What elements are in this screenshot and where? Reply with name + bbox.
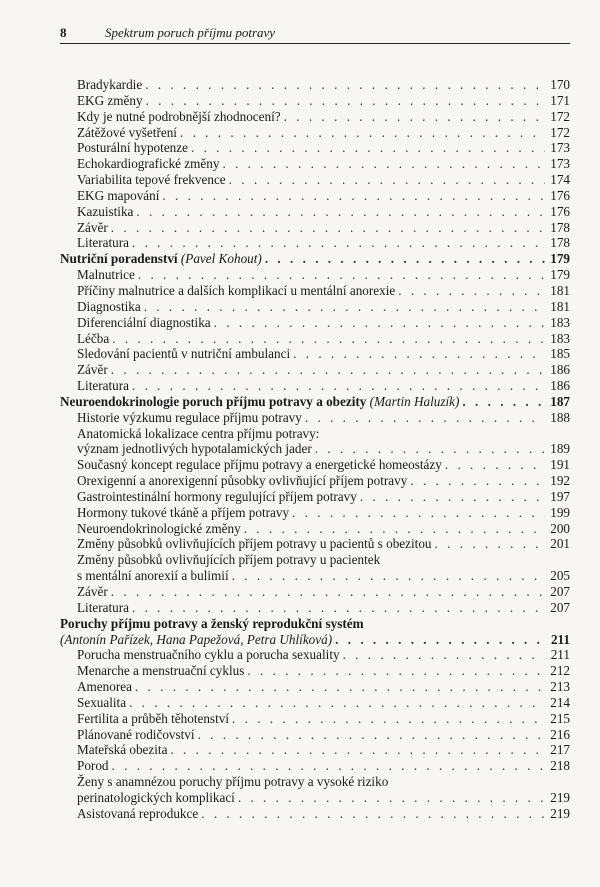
- dot-leader: [292, 505, 545, 521]
- dot-leader: [232, 711, 545, 727]
- dot-leader: [132, 378, 545, 394]
- toc-section-entry[interactable]: [60, 156, 570, 172]
- toc-entry-title-text: Gastrointestinální hormony regulující příjem potravy: [77, 488, 357, 504]
- toc-entry-title-text: Anatomická lokalizace centra příjmu potravy:: [77, 425, 320, 441]
- dot-leader: [132, 600, 545, 616]
- toc-entry-title-text: Změny působků ovlivňujících příjem potravy u pacientů s obezitou: [77, 536, 432, 552]
- toc-entry-title-text: Plánované rodičovství: [77, 726, 195, 742]
- toc-entry-title-text: Asistovaná reprodukce: [77, 805, 199, 821]
- toc-section-entry[interactable]: [60, 188, 570, 204]
- dot-leader: [112, 758, 545, 774]
- dot-leader: [135, 679, 545, 695]
- dot-leader: [238, 790, 545, 806]
- toc-entry-page-number: 192: [550, 473, 570, 489]
- dot-leader: [111, 220, 545, 236]
- toc-entry-title: [77, 204, 133, 220]
- toc-entry-title: [77, 362, 108, 378]
- dot-leader: [112, 331, 545, 347]
- toc-entry-page-number: 183: [550, 314, 570, 330]
- toc-entry-title: [60, 632, 332, 648]
- toc-section-entry[interactable]: [60, 220, 570, 236]
- toc-entry-title-text: Diagnostika: [77, 298, 141, 314]
- toc-entry-author: (Martin Haluzík): [369, 393, 460, 409]
- dot-leader: [445, 457, 545, 473]
- toc-section-entry[interactable]: [60, 362, 570, 378]
- toc-entry-title: [77, 220, 108, 236]
- toc-entry-title: [77, 774, 388, 790]
- toc-entry-page-number: 191: [550, 457, 570, 473]
- toc-entry-title-text: Poruchy příjmu potravy a ženský reprodukční systém: [60, 615, 364, 631]
- toc-entry-page-number: 186: [550, 378, 570, 394]
- toc-entry-page-number: 187: [550, 393, 570, 409]
- toc-entry-title-text: význam jednotlivých hypotalamických jader: [77, 441, 312, 457]
- toc-entry-title: [77, 188, 159, 204]
- toc-entry-page-number: 173: [550, 156, 570, 172]
- toc-entry-title-text: Porod: [77, 758, 109, 774]
- dot-leader: [398, 283, 545, 299]
- toc-entry-title: [77, 679, 132, 695]
- toc-entry-title: [77, 172, 226, 188]
- dot-leader: [162, 188, 545, 204]
- toc-entry-page-number: 172: [550, 108, 570, 124]
- toc-entry-page-number: 174: [550, 172, 570, 188]
- toc-entry-title: [77, 93, 143, 109]
- dot-leader: [111, 362, 545, 378]
- dot-leader: [170, 742, 545, 758]
- toc-section-entry[interactable]: [60, 283, 570, 299]
- toc-entry-title: [77, 315, 211, 331]
- toc-entry-title: [77, 109, 281, 125]
- dot-leader: [244, 521, 545, 537]
- toc-entry-page-number: 201: [550, 536, 570, 552]
- toc-entry-page-number: 176: [550, 187, 570, 203]
- dot-leader: [138, 267, 545, 283]
- toc-section-entry[interactable]: [60, 600, 570, 616]
- toc-entry-page-number: 189: [550, 441, 570, 457]
- toc-section-entry[interactable]: [60, 727, 570, 743]
- toc-entry-page-number: 211: [550, 631, 570, 647]
- toc-entry-page-number: 212: [550, 663, 570, 679]
- toc-entry-title: [77, 378, 129, 394]
- toc-entry-title-text: Léčba: [77, 330, 110, 346]
- toc-entry-title: [77, 441, 312, 457]
- toc-entry-title-text: EKG mapování: [77, 187, 160, 203]
- toc-entry-title-text: Diferenciální diagnostika: [77, 314, 211, 330]
- toc-section-entry[interactable]: [60, 742, 570, 758]
- toc-entry-title: [77, 505, 289, 521]
- toc-section-entry[interactable]: [60, 235, 570, 251]
- toc-entry-title: [77, 299, 141, 315]
- toc-section-entry[interactable]: [60, 790, 570, 806]
- toc-chapter-entry[interactable]: [60, 251, 570, 267]
- toc-entry-page-number: 181: [550, 298, 570, 314]
- toc-entry-title-text: Hormony tukové tkáně a příjem potravy: [77, 504, 290, 520]
- toc-entry-page-number: 171: [550, 92, 570, 108]
- toc-entry-title: [77, 711, 229, 727]
- toc-entry-title: [77, 489, 357, 505]
- toc-entry-title-text: Bradykardie: [77, 77, 143, 92]
- toc-entry-title-text: perinatologických komplikací: [77, 789, 235, 805]
- toc-entry-title-text: Nutriční poradenství: [60, 251, 181, 267]
- toc-entry-title-text: Neuroendokrinologie poruch příjmu potravy a obezity: [60, 393, 370, 409]
- toc-section-entry[interactable]: [60, 774, 570, 790]
- dot-leader: [315, 441, 545, 457]
- toc-entry-page-number: 219: [550, 789, 570, 805]
- toc-entry-title: [77, 125, 177, 141]
- toc-chapter-entry[interactable]: [60, 632, 570, 648]
- toc-entry-page-number: 179: [550, 267, 570, 283]
- toc-entry-page-number: 178: [550, 219, 570, 235]
- dot-leader: [284, 109, 545, 125]
- toc-entry-page-number: 181: [550, 282, 570, 298]
- toc-entry-title-text: Amenorea: [77, 679, 132, 695]
- toc-section-entry[interactable]: [60, 679, 570, 695]
- toc-entry-title: [60, 616, 364, 632]
- dot-leader: [305, 410, 545, 426]
- dot-leader: [132, 235, 545, 251]
- table-of-contents: [60, 77, 570, 822]
- toc-entry-title: [77, 584, 108, 600]
- toc-entry-title-text: EKG změny: [77, 92, 143, 108]
- toc-section-entry[interactable]: [60, 410, 570, 426]
- toc-entry-title-text: Echokardiografické změny: [77, 156, 220, 172]
- toc-entry-page-number: 217: [550, 742, 570, 758]
- toc-entry-title: [77, 600, 129, 616]
- toc-entry-title: [77, 568, 229, 584]
- toc-entry-title: [77, 790, 235, 806]
- toc-entry-title-text: Zátěžové vyšetření: [77, 124, 177, 140]
- toc-section-entry[interactable]: [60, 109, 570, 125]
- toc-entry-page-number: 197: [550, 488, 570, 504]
- toc-entry-title-text: Ženy s anamnézou poruchy příjmu potravy a vysoké riziko: [77, 774, 389, 790]
- toc-entry-title-text: Příčiny malnutrice a dalších komplikací u mentální anorexie: [77, 282, 396, 298]
- dot-leader: [335, 632, 545, 648]
- toc-entry-title: [77, 806, 198, 822]
- dot-leader: [136, 204, 545, 220]
- toc-entry-page-number: 170: [550, 77, 570, 92]
- toc-entry-title: [77, 536, 432, 552]
- toc-entry-title-text: Kdy je nutné podrobnější zhodnocení?: [77, 108, 281, 124]
- toc-entry-title-text: Sexualita: [77, 694, 127, 710]
- toc-section-entry[interactable]: [60, 378, 570, 394]
- toc-section-entry[interactable]: [60, 536, 570, 552]
- dot-leader: [214, 315, 545, 331]
- dot-leader: [247, 663, 545, 679]
- toc-section-entry[interactable]: [60, 299, 570, 315]
- toc-entry-page-number: 172: [550, 124, 570, 140]
- toc-entry-title-text: Závěr: [77, 219, 108, 235]
- dot-leader: [180, 125, 545, 141]
- toc-section-entry[interactable]: [60, 711, 570, 727]
- toc-entry-title: [77, 647, 340, 663]
- toc-chapter-entry[interactable]: [60, 616, 570, 632]
- toc-entry-title-text: Kazuistika: [77, 203, 134, 219]
- toc-entry-title-text: Porucha menstruačního cyklu a porucha sexuality: [77, 647, 340, 663]
- toc-entry-title-text: Závěr: [77, 584, 108, 599]
- toc-entry-page-number: 183: [550, 330, 570, 346]
- dot-leader: [343, 647, 545, 663]
- toc-entry-page-number: 179: [550, 251, 570, 267]
- dot-leader: [222, 156, 545, 172]
- toc-entry-title: [77, 742, 167, 758]
- toc-entry-title: [77, 727, 195, 743]
- toc-entry-title: [77, 346, 290, 362]
- dot-leader: [198, 727, 545, 743]
- toc-section-entry[interactable]: [60, 568, 570, 584]
- dot-leader: [111, 584, 545, 600]
- dot-leader: [144, 299, 545, 315]
- toc-entry-title: [60, 251, 262, 267]
- toc-section-entry[interactable]: [60, 204, 570, 220]
- dot-leader: [360, 489, 545, 505]
- toc-entry-title: [77, 521, 241, 537]
- toc-entry-page-number: 173: [550, 140, 570, 156]
- toc-entry-page-number: 213: [550, 679, 570, 695]
- toc-section-entry[interactable]: [60, 77, 570, 93]
- toc-entry-page-number: 199: [550, 504, 570, 520]
- toc-entry-page-number: 186: [550, 362, 570, 378]
- toc-entry-title: [77, 283, 395, 299]
- toc-entry-page-number: 216: [550, 726, 570, 742]
- running-header: [60, 25, 570, 44]
- toc-entry-page-number: 185: [550, 346, 570, 362]
- toc-entry-page-number: 215: [550, 710, 570, 726]
- toc-entry-title: [60, 394, 459, 410]
- toc-entry-page-number: 214: [550, 694, 570, 710]
- toc-entry-title: [77, 140, 188, 156]
- toc-section-entry[interactable]: [60, 473, 570, 489]
- toc-entry-title: [77, 473, 407, 489]
- toc-entry-page-number: 211: [550, 647, 570, 663]
- toc-entry-title-text: Posturální hypotenze: [77, 140, 188, 156]
- toc-entry-page-number: 200: [550, 520, 570, 536]
- running-book-title: Spektrum poruch příjmu potravy: [105, 25, 276, 40]
- toc-section-entry[interactable]: [60, 125, 570, 141]
- toc-section-entry[interactable]: [60, 426, 570, 442]
- toc-entry-page-number: 207: [550, 584, 570, 599]
- toc-section-entry[interactable]: [60, 663, 570, 679]
- toc-section-entry[interactable]: [60, 140, 570, 156]
- toc-entry-title: [77, 552, 380, 568]
- toc-entry-title-text: Menarche a menstruační cyklus: [77, 663, 245, 679]
- toc-section-entry[interactable]: [60, 346, 570, 362]
- toc-section-entry[interactable]: [60, 584, 570, 600]
- toc-entry-author: (Pavel Kohout): [180, 251, 262, 267]
- toc-entry-title: [77, 663, 244, 679]
- toc-entry-title-text: Změny působků ovlivňujících příjem potravy u pacientek: [77, 552, 381, 568]
- toc-section-entry[interactable]: [60, 267, 570, 283]
- toc-entry-title: [77, 267, 135, 283]
- toc-section-entry[interactable]: [60, 521, 570, 537]
- toc-section-entry[interactable]: [60, 457, 570, 473]
- dot-leader: [435, 536, 545, 552]
- toc-entry-title-text: Orexigenní a anorexigenní působky ovlivňující příjem potravy: [77, 473, 408, 489]
- toc-entry-page-number: 207: [550, 599, 570, 615]
- dot-leader: [462, 394, 545, 410]
- toc-entry-title-text: Literatura: [77, 378, 129, 394]
- toc-entry-page-number: 178: [550, 235, 570, 251]
- toc-entry-title-text: Závěr: [77, 362, 108, 378]
- toc-entry-title-text: Současný koncept regulace příjmu potravy a energetické homeostázy: [77, 457, 442, 473]
- toc-entry-page-number: 176: [550, 203, 570, 219]
- toc-section-entry[interactable]: [60, 93, 570, 109]
- toc-entry-title-text: Fertilita a průběh těhotenství: [77, 710, 229, 726]
- dot-leader: [146, 93, 545, 109]
- toc-section-entry[interactable]: [60, 552, 570, 568]
- dot-leader: [293, 346, 545, 362]
- toc-entry-title-text: Mateřská obezita: [77, 742, 168, 758]
- toc-entry-title-text: Neuroendokrinologické změny: [77, 520, 241, 536]
- toc-section-entry[interactable]: [60, 758, 570, 774]
- toc-chapter-entry[interactable]: [60, 394, 570, 410]
- toc-entry-title-text: Historie výzkumu regulace příjmu potravy: [77, 409, 302, 425]
- dot-leader: [410, 473, 545, 489]
- toc-section-entry[interactable]: [60, 441, 570, 457]
- toc-section-entry[interactable]: [60, 489, 570, 505]
- dot-leader: [201, 806, 545, 822]
- toc-section-entry[interactable]: [60, 315, 570, 331]
- toc-entry-title: [77, 410, 302, 426]
- toc-entry-title-text: Literatura: [77, 599, 129, 615]
- page-number: 8: [60, 25, 67, 40]
- toc-entry-title: [77, 331, 109, 347]
- toc-entry-title: [77, 235, 129, 251]
- toc-entry-title: [77, 77, 142, 93]
- toc-entry-title-text: Literatura: [77, 235, 129, 251]
- toc-entry-author: (Antonín Pařízek, Hana Papežová, Petra Uhlíková): [60, 631, 333, 647]
- toc-section-entry[interactable]: [60, 505, 570, 521]
- toc-entry-title: [77, 758, 109, 774]
- dot-leader: [229, 172, 545, 188]
- toc-entry-title-text: Malnutrice: [77, 267, 135, 283]
- dot-leader: [191, 140, 545, 156]
- toc-entry-page-number: 188: [550, 409, 570, 425]
- toc-entry-title-text: s mentální anorexií a bulimií: [77, 568, 229, 584]
- dot-leader: [265, 251, 545, 267]
- toc-section-entry[interactable]: [60, 695, 570, 711]
- toc-entry-page-number: 219: [550, 805, 570, 821]
- toc-section-entry[interactable]: [60, 806, 570, 822]
- toc-entry-page-number: 218: [550, 758, 570, 774]
- toc-section-entry[interactable]: [60, 647, 570, 663]
- dot-leader: [129, 695, 545, 711]
- toc-entry-title: [77, 156, 219, 172]
- toc-entry-page-number: 205: [550, 568, 570, 584]
- toc-entry-title: [77, 695, 126, 711]
- toc-section-entry[interactable]: [60, 331, 570, 347]
- toc-entry-title: [77, 457, 442, 473]
- toc-entry-title-text: Sledování pacientů v nutriční ambulanci: [77, 346, 291, 362]
- toc-section-entry[interactable]: [60, 172, 570, 188]
- dot-leader: [145, 77, 545, 93]
- toc-entry-title-text: Variabilita tepové frekvence: [77, 172, 226, 188]
- dot-leader: [232, 568, 545, 584]
- toc-entry-title: [77, 426, 319, 442]
